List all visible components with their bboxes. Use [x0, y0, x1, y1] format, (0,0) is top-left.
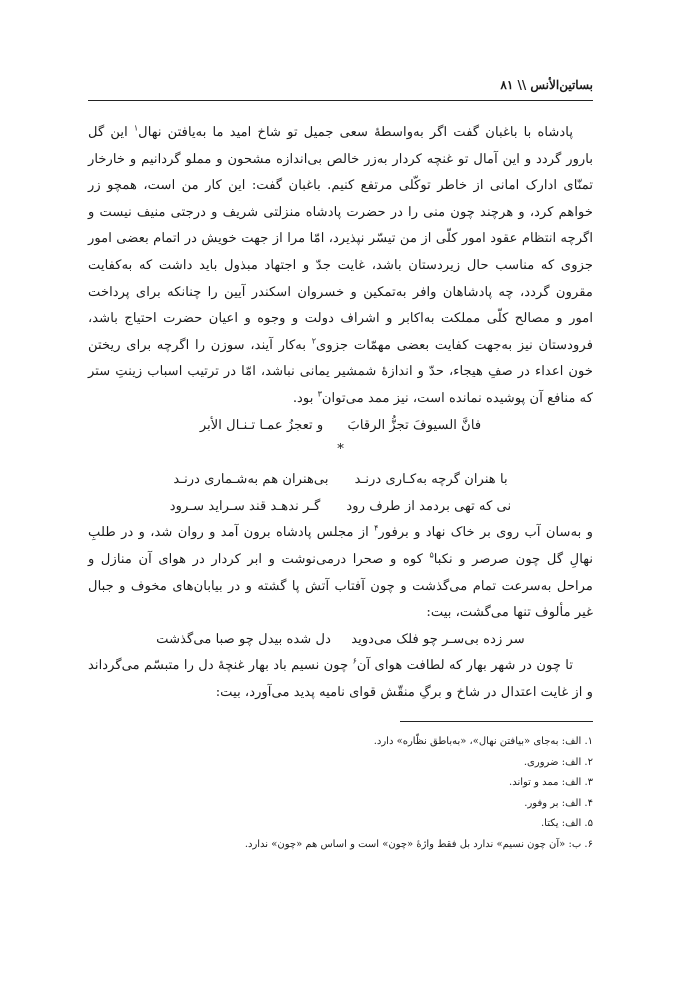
footnote-3: ۳. الف: ممد و تواند.: [509, 777, 593, 789]
footnotes: [88, 732, 593, 856]
couplet-2-hemistich-1: نی که تهی بردمد از طرف رود: [346, 498, 512, 514]
main-text: [88, 120, 593, 706]
footnote-2: ۲. الف: ضروری.: [523, 756, 593, 768]
paragraph-2-text-c: کوه و صحرا درمی‌نوشت و ابر کردار در هوای آن منازل و مراحل به‌سرعت تمام می‌گذشت و چون آفتاب آتش پا گشته و در بیابان‌های مخوف و جبال غیر مألوف تنها می‌گشت، بیت:: [88, 551, 593, 621]
persian-hemistich-2: دل شده بیدل چو صبا می‌گذشت: [156, 631, 332, 647]
footnote-5: ۵. الف: یکتا.: [540, 818, 593, 830]
couplet-1-hemistich-1: با هنران گرچه به‌کـاری درنـد: [354, 472, 508, 488]
couplet-1: [88, 467, 593, 494]
footnote-marker-5: ۵: [429, 550, 434, 560]
footnote-marker-6: ۶: [352, 656, 357, 666]
couplet-1-hemistich-2: بی‌هنران هم به‌شـماری درنـد: [173, 472, 329, 488]
footnote-marker-4: ۴: [374, 523, 379, 533]
paragraph-3-text-a: تا چون در شهر بهار که لطافت هوای آن: [356, 658, 573, 674]
header-rule: [88, 100, 593, 101]
section-separator: *: [337, 442, 344, 458]
footnote-1: ۱. الف: به‌جای «بیافتن نهال»، «به‌باطق نظّاره» دارد.: [373, 736, 593, 747]
footnote-marker-3: ۳: [317, 389, 322, 399]
footnote-marker-1: ۱: [133, 123, 139, 133]
paragraph-1-text-d: بود.: [292, 390, 318, 406]
couplet-2: [88, 494, 593, 521]
paragraph-2: [88, 520, 593, 626]
paragraph-1-text-c: به‌کار آیند، سوزن را اگرچه برای ریختن خون اعداء در صفِ هیجاء، حدّ و اندازهٔ شمشیر یمانی نباشد، امّا در ترتیب اسباب زینتِ ستر که منافع آن پوشیده نمانده است، نیز ممد می‌توان: [88, 337, 593, 406]
poem-couplets: [88, 467, 593, 520]
persian-hemistich-1: سر زده بی‌سـر چو فلک می‌دوید: [351, 631, 525, 647]
arabic-hemistich-1: فانَّ السیوفَ تجزُّ الرقابَ: [347, 417, 482, 433]
paragraph-3: [88, 653, 593, 706]
paragraph-3-text-b: چون نسیم باد بهار غنچهٔ دل را متبسّم می‌گرداند و از غایت اعتدال در شاخ و برگِ منقّش قوای نامیه پدید می‌آورد، بیت:: [88, 658, 593, 700]
arabic-verse: [88, 413, 593, 440]
paragraph-1-text-a: پادشاه با باغبان گفت اگر به‌واسطهٔ سعی جمیل تو شاخ امید ما به‌یافتن نهال: [138, 125, 573, 140]
couplet-2-hemistich-2: گـر ندهـد قند سـراید سـرود: [169, 498, 321, 514]
footnote-rule: [400, 721, 593, 722]
footnote-4: ۴. الف: بر وفور.: [524, 797, 593, 809]
paragraph-2-text-b: از مجلس پادشاه برون آمد و روان شد، و در طلبِ نهالِ گل چون صرصر و نکبا: [88, 525, 593, 567]
footnote-marker-2: ۲: [311, 336, 317, 346]
running-head: بساتین‌الأنس \\ ۸۱: [500, 78, 593, 92]
paragraph-1-text-b: این گل بارور گردد و این آمال تو غنچه کردار به‌زر خالص بی‌اندازه مشحون و مملو گردانیم و خارخار تمنّای ادارک امانی از خاطر توکّلی مرتفع کنیم. باغبان گفت: این کار من است، همچو زر خواهم کرد، و هرچند چون منی را در حضرت پادشاه منزلتی شریف و درجتی منیف نیست و اگرچه انتظام عقود امور کلّی از من تیسّر نپذیرد، امّا مرا از جهت خویش در اتمام بعضی امور جزوی که مناسب حال زیردستان باشد، غایت جدّ و اجتهاد مبذول باید داشت که به‌کفایت مقرون گردد، چه پادشاهان وافر به‌تمکین و خسروان اسکندر آیین را چنانکه برای پرداخت امور و مصالح کلّی مملکت به‌اکابر و اشراف دولت و وجوه و اعیان حضرت احتیاج باشد، فرودستان نیز به‌جهت کفایت بعضی مهمّات جزوی: [88, 125, 593, 353]
footnote-6: ۶. ب: «آن چون نسیم» ندارد بل فقط واژهٔ «چون» است و اساس هم «چون» ندارد.: [244, 838, 593, 850]
paragraph-1: [88, 120, 593, 413]
persian-couplet: [88, 627, 593, 654]
paragraph-2-text-a: و به‌سان آب روی بر خاک نهاد و برفور: [378, 525, 593, 541]
arabic-hemistich-2: و تعجزُ عمـا تـنـال الأبر: [199, 417, 324, 433]
